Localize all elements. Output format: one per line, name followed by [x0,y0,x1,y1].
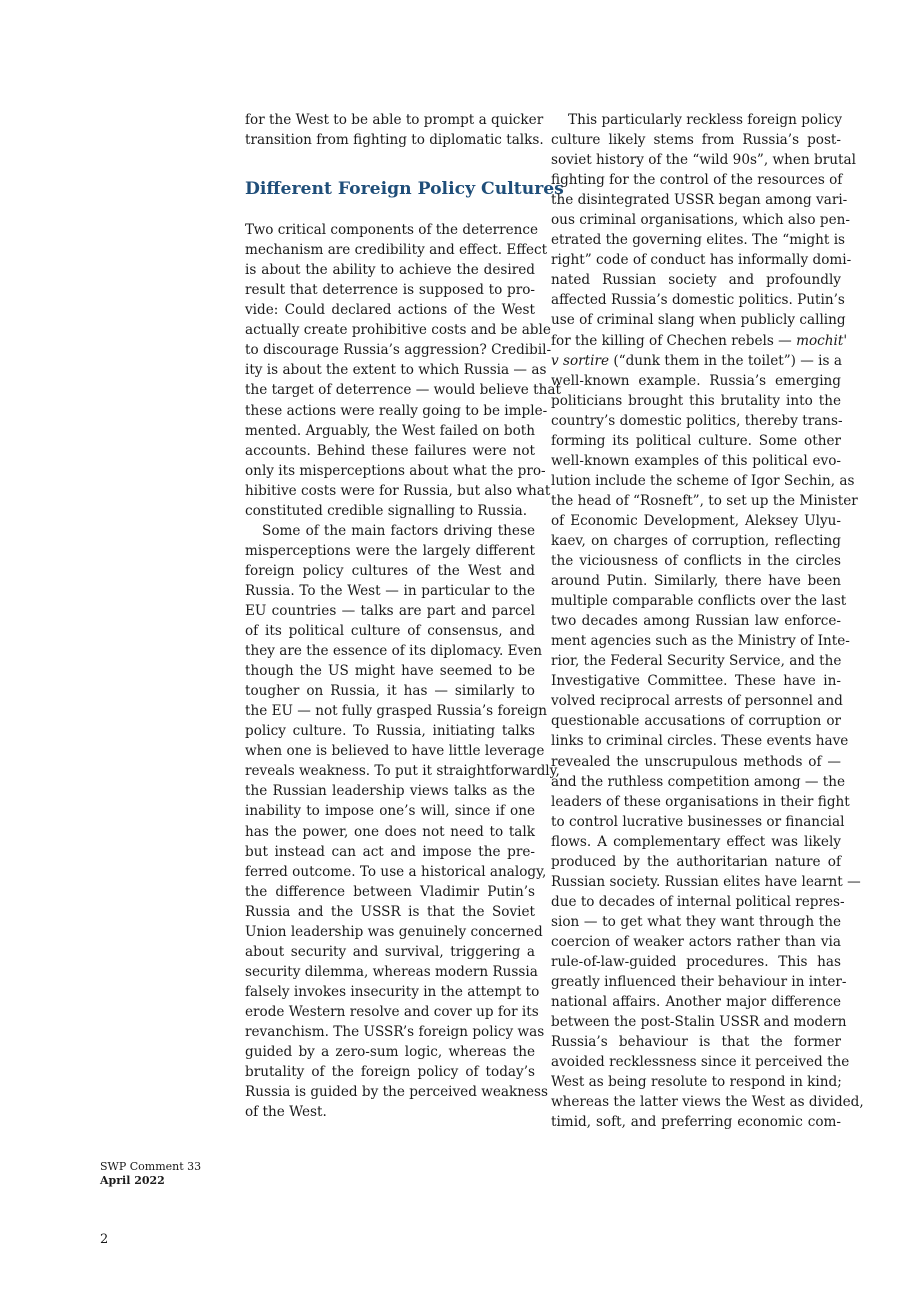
text-line: they are the essence of its diplomacy. Even [245,643,543,660]
text-line: though the US might have seemed to be [245,663,535,680]
text-line: of the West. [245,1104,327,1121]
text-line: whereas the latter views the West as divided, [551,1094,864,1111]
text-line: reveals weakness. To put it straightforwardly, [245,763,560,780]
text-line: greatly influenced their behaviour in inter- [551,974,847,991]
text-line: sion — to get what they want through the [551,913,841,930]
text-line: the Russian leadership views talks as the [245,783,535,800]
text-line: when one is believed to have little leverage [245,743,545,760]
text-line: Russia is guided by the perceived weakness [245,1084,548,1101]
text-line: misperceptions were the largely different [245,542,535,559]
text-line: right” code of conduct has informally domi- [551,252,852,269]
text-line: due to decades of internal political repres- [551,893,845,910]
text-line: politicians brought this brutality into the [551,392,841,409]
text-line: culture likely stems from Russia’s post- [551,132,841,149]
text-line: questionable accusations of corruption or [551,713,841,730]
publication-name: SWP Comment 33 [100,1160,202,1173]
text-line: hibitive costs were for Russia, but also what [245,482,551,499]
intro-text [245,110,544,150]
text-line: has the power, one does not need to talk [245,823,535,840]
text-line: avoided recklessness since it perceived the [551,1054,850,1071]
text-line: vide: Could declared actions of the West [245,302,535,319]
text-line: Russia and the USSR is that the Soviet [245,903,535,920]
text-line: Two critical components of the deterrence [245,222,539,239]
text-line: policy culture. To Russia, initiating talks [245,723,535,740]
text-line: the target of deterrence — would believe that [245,382,561,399]
text-line: Russia. To the West — in particular to the [245,582,535,599]
text-line: transition from fighting to diplomatic talks. [245,132,544,149]
text-line: is about the ability to achieve the desired [245,262,535,279]
text-line: West as being resolute to respond in kind; [551,1074,842,1091]
text-line: foreign policy cultures of the West and [245,562,535,579]
text-line: ity is about the extent to which Russia — as [245,362,547,379]
text-line: guided by a zero-sum logic, whereas the [245,1044,535,1061]
text-line: timid, soft, and preferring economic com- [551,1114,841,1131]
text-line: links to criminal circles. These events have [551,733,849,750]
text-line: Some of the main factors driving these [262,522,535,539]
text-line: the EU — not fully grasped Russia’s foreign [245,703,548,720]
text-line: mechanism are credibility and effect. Effect [245,242,548,259]
text-line: about security and survival, triggering a [245,943,535,960]
text-line: country’s domestic politics, thereby trans- [551,412,843,429]
text-line: volved reciprocal arrests of personnel and [551,693,843,710]
text-line: soviet history of the “wild 90s”, when brutal [551,152,856,169]
text-line: accounts. Behind these failures were not [245,442,535,459]
text-line: forming its political culture. Some other [551,432,841,449]
page-number: 2 [100,1232,109,1247]
text-run: for the killing of Chechen rebels — [551,332,792,349]
text-line: Russian society. Russian elites have learnt — [551,873,861,890]
section-heading: Different Foreign Policy Cultures [245,179,564,200]
text-line: between the post-Stalin USSR and modern [551,1014,847,1031]
text-line: of Economic Development, Aleksey Ulyu- [551,512,841,529]
text-line: revealed the unscrupulous methods of — [551,753,841,770]
text-line-rebels [551,331,848,351]
text-line: of its political culture of consensus, and [245,623,535,640]
text-line: erode Western resolve and cover up for its [245,1003,539,1020]
text-line: for the West to be able to prompt a quicker [245,112,544,128]
text-line: ferred outcome. To use a historical analogy, [245,863,547,880]
text-line: national affairs. Another major difference [551,994,841,1011]
text-line: affected Russia’s domestic politics. Putin’s [551,292,845,309]
text-line: ment agencies such as the Ministry of Inte- [551,633,850,650]
text-line: falsely invokes insecurity in the attempt to [245,983,540,1000]
text-line: Union leadership was genuinely concerned [245,923,543,940]
text-line: inability to impose one’s will, since if one [245,803,535,820]
text-line: fighting for the control of the resources of [551,172,843,189]
text-line: but instead can act and impose the pre- [245,843,535,860]
text-line: the difference between Vladimir Putin’s [245,883,535,900]
text-run: (“dunk them in the toilet”) — is a [613,352,842,369]
text-line: tougher on Russia, it has — similarly to [245,683,535,700]
text-line: Russia’s behaviour is that the former [551,1034,841,1051]
text-line: kaev, on charges of corruption, reflecting [551,532,841,549]
text-line: coercion of weaker actors rather than via [551,933,841,950]
text-line: flows. A complementary effect was likely [551,833,841,850]
text-line: well-known examples of this political evo- [551,452,841,469]
text-line: these actions were really going to be imple- [245,402,548,419]
paragraph-reckless-culture-start [551,110,856,331]
publication-date: April 2022 [100,1174,165,1187]
text-line: two decades among Russian law enforce- [551,613,841,630]
text-line: actually create prohibitive costs and be able [245,322,551,339]
text-line: lution include the scheme of Igor Sechin, as [551,472,855,489]
text-line: produced by the authoritarian nature of [551,853,841,870]
italic-russian-phrase: mochit' [796,332,848,349]
text-line: around Putin. Similarly, there have been [551,573,841,590]
text-line: revanchism. The USSR’s foreign policy was [245,1023,545,1040]
text-line: the disintegrated USSR began among vari- [551,192,848,209]
text-line: rule-of-law-guided procedures. This has [551,953,841,970]
text-line-toilet [551,351,841,371]
italic-russian-phrase: v sortire [551,352,610,369]
paragraph-deterrence [245,220,561,521]
left-column [245,110,564,1122]
text-line: security dilemma, whereas modern Russia [245,963,538,980]
right-column [551,110,864,1132]
text-line: constituted credible signalling to Russia. [245,502,528,519]
footer-publication-info [100,1160,201,1188]
text-line: This particularly reckless foreign policy [568,112,843,128]
text-line: use of criminal slang when publicly calling [551,312,846,329]
text-line: to control lucrative businesses or financial [551,813,845,830]
text-line: multiple comparable conflicts over the last [551,593,847,610]
text-line: etrated the governing elites. The “might is [551,232,846,249]
text-line: well-known example. Russia’s emerging [551,372,841,389]
text-line: result that deterrence is supposed to pro- [245,282,535,299]
paragraph-reckless-culture-end [551,371,864,1133]
paragraph-policy-cultures [245,521,560,1122]
text-line: Investigative Committee. These have in- [551,673,841,690]
text-line: to discourage Russia’s aggression? Credibil- [245,342,552,359]
text-line: ous criminal organisations, which also pen- [551,212,850,229]
text-line: and the ruthless competition among — the [551,773,846,790]
text-line: only its misperceptions about what the pro- [245,462,546,479]
text-line: leaders of these organisations in their fight [551,793,850,810]
text-line: nated Russian society and profoundly [551,272,841,289]
text-line: brutality of the foreign policy of today’s [245,1064,535,1081]
text-line: EU countries — talks are part and parcel [245,602,535,619]
text-line: the head of “Rosneft”, to set up the Minister [551,492,858,509]
text-line: mented. Arguably, the West failed on both [245,422,535,439]
text-line: the viciousness of conflicts in the circles [551,553,841,570]
text-line: rior, the Federal Security Service, and the [551,653,842,670]
